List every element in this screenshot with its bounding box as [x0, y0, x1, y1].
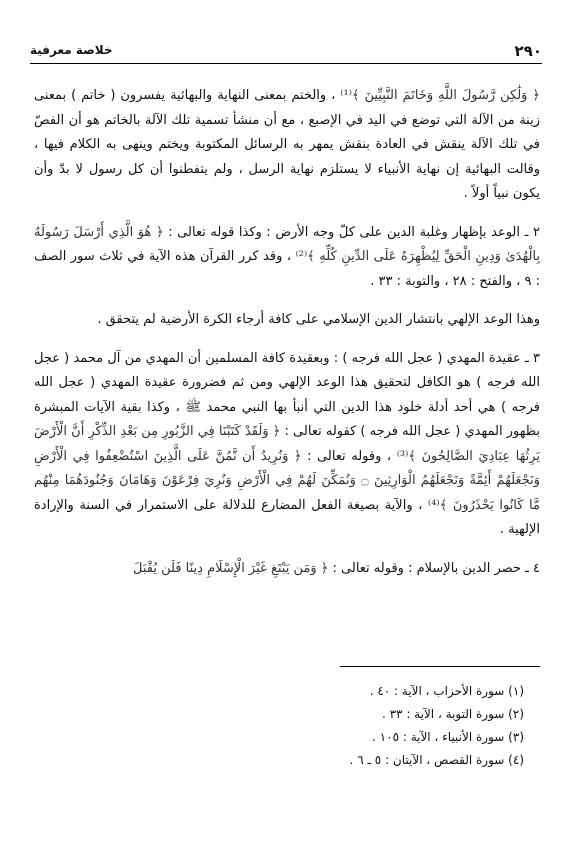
quran-verse: ﴿ وَنُرِيدُ أَن نَّمُنَّ عَلَى الَّذِينَ اسْتُضْعِفُوا فِي الْأَرْضِ وَنَجْعَلَهُمْ أَئِمَّةً وَنَجْعَلَهُمُ الْوَارِثِينَ ۝ وَنُمَكِّنَ لَهُمْ فِي الْأَرْضِ وَنُرِيَ فِرْعَوْنَ وَهَامَانَ وَجُنُودَهُمَا مِنْهُم مَّا كَانُوا يَحْذَرُونَ ﴾⁽⁴⁾ [34, 448, 540, 513]
quran-verse: ﴿ هُوَ الَّذِي أَرْسَلَ رَسُولَهُ بِالْهُدَىٰ وَدِينِ الْحَقِّ لِيُظْهِرَهُ عَلَى الدِّينِ كُلِّهِ ﴾⁽²⁾ [34, 224, 540, 264]
paragraph-text: ٤ ـ حصر الدين بالإسلام : وقوله تعالى : [328, 560, 540, 576]
paragraph-text: ، وقوله تعالى : [301, 448, 397, 464]
page-number: ٢٩٠ [514, 42, 542, 60]
footnote-item: (١) سورة الأحزاب ، الآية : ٤٠ . [369, 684, 524, 698]
footnote-item: (٤) سورة القصص ، الآيتان : ٥ ـ ٦ . [349, 753, 524, 767]
quran-verse: ﴿ وَمَن يَبْتَغِ غَيْرَ الْإِسْلَامِ دِينًا فَلَن يُقْبَلَ [133, 560, 329, 576]
main-text [34, 84, 540, 581]
page-header [30, 42, 542, 62]
quran-verse: ﴿ وَلَقَدْ كَتَبْنَا فِي الزَّبُورِ مِن بَعْدِ الذِّكْرِ أَنَّ الْأَرْضَ يَرِثُهَا عِبَادِيَ الصَّالِحُونَ ﴾⁽³⁾ [34, 424, 540, 464]
paragraph-text: ، وقد كرر القرآن هذه الآية في ثلاث سور الصف : ٩ ، والفتح : ٢٨ ، والتوبة : ٣٣ . [34, 249, 540, 289]
footnote-item: (٣) سورة الأنبياء ، الآية : ١٠٥ . [372, 730, 524, 744]
paragraph-5 [34, 557, 540, 582]
running-title: خلاصة معرفية [30, 43, 113, 57]
paragraph-text: ٢ ـ الوعد بإظهار وغلبة الدين على كلّ وجه الأرض : وكذا قوله تعالى : [163, 224, 540, 240]
quran-verse: ﴿ وَلَٰكِن رَّسُولَ اللَّهِ وَخَاتَمَ النَّبِيِّينَ ﴾⁽¹⁾ [340, 88, 541, 103]
paragraph-4 [34, 347, 540, 543]
paragraph-text: وهذا الوعد الإلهي بانتشار الدين الإسلامي على كافة أرجاء الكرة الأرضية لم يتحقق . [97, 312, 540, 327]
paragraph-3 [34, 308, 540, 333]
paragraph-text: ، والختم بمعنى النهاية والبهائية يفسرون ( خاتم ) بمعنى زينة من الآلة التي توضع في اليد في الإصبع ، مع أن منشأ تسمية تلك الآلة بالخاتم هو أن الفصّ في تلك الآلة ينقش في العادة بنقش يمهر به الرسائل المكتوبة ويختم وينهى به الكلام فيها ، وقالت البهائية إن نهاية الأنبياء لا يستلزم نهاية الرسل ، ولم يتفطنوا أن كل رسول لا بدّ وأن يكون نبياً أولاً . [34, 88, 540, 201]
header-rule [30, 63, 542, 64]
footnote-rule [340, 666, 540, 667]
paragraph-2 [34, 221, 540, 295]
paragraph-text: ، والآية بصيغة الفعل المضارع للدلالة على الاستمرار في السنة والإرادة الإلهية . [34, 497, 540, 537]
paragraph-text: ٣ ـ عقيدة المهدي ( عجل الله فرجه ) : وبعقيدة كافة المسلمين أن المهدي من آل محمد ( عجل الله فرجه ) هو الكافل لتحقيق هذا الوعد الإلهي ومن ثم فضرورة عقيدة المهدي ( عجل الله فرجه ) هي أحد أدلة خلود هذا الدين التي أنبأ بها النبي محمد ﷺ ، وكذا بقية الآيات المبشرة بظهور المهدي ( عجل الله فرجه ) كقوله تعالى : [34, 350, 540, 439]
footnote-item: (٢) سورة التوبة ، الآية : ٣٣ . [381, 707, 524, 721]
paragraph-1 [34, 84, 540, 207]
footnotes [34, 680, 524, 772]
